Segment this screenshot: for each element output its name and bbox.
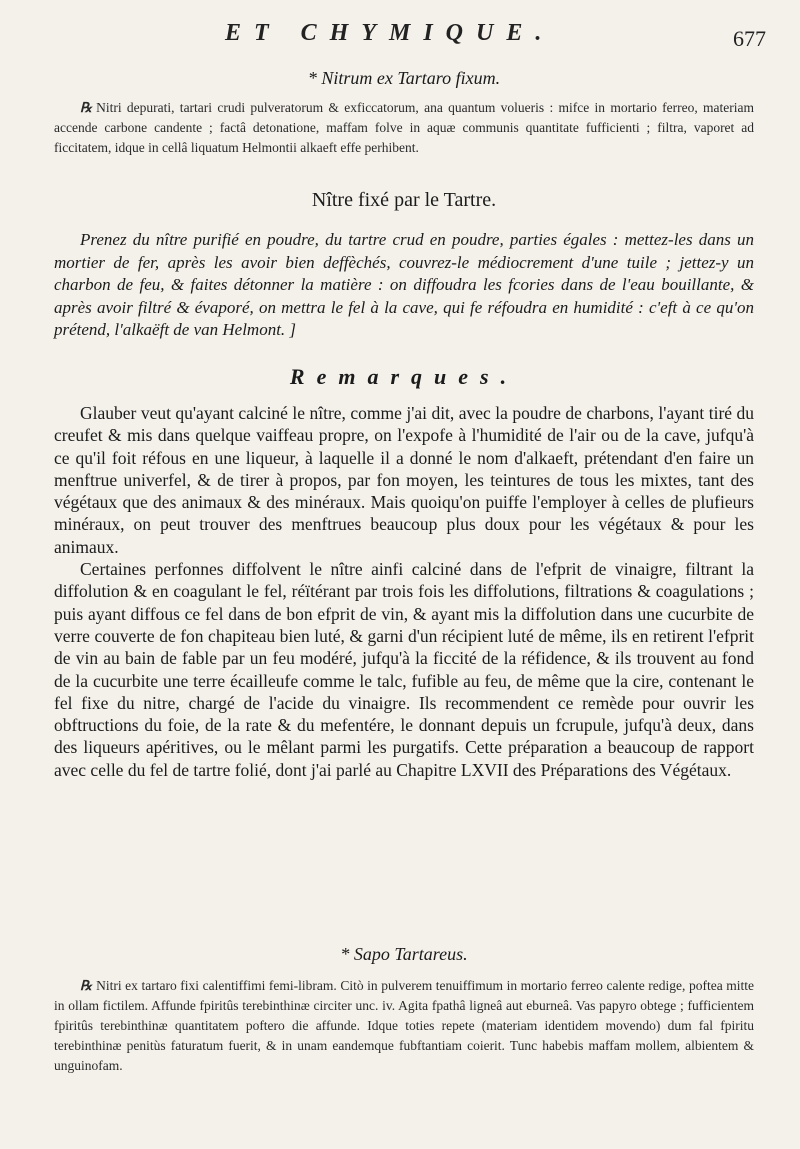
recipe-nitrum-block xyxy=(54,98,754,158)
remarques-body xyxy=(54,402,754,781)
page-number: 677 xyxy=(733,26,766,51)
french-translation-block xyxy=(54,229,754,342)
recipe-sapo-block xyxy=(54,976,754,1076)
section-heading-sapo: * Sapo Tartareus. xyxy=(340,944,468,964)
recipe-sapo-text: Nitri ex tartaro fixi calentiffimi femi-libram. Citò in pulverem tenuiffimum in mortario ferreo calente redige, poftea mitte in ollam fictilem. Affunde fpiritûs terebinthinæ circiter unc. iv. Agita fpathâ ligneâ aut eburneâ. Vas papyro obtege ; fufficientem fpiritûs terebinthinæ quantitatem poftero die affunde. Idque toties repete (materiam identidem movendo) dum fal fpiritu terebinthinæ penitùs faturatum fuerit, & in unam eandemque fubftantiam coierit. Tunc habebis maffam mollem, albientem & unguinofam. xyxy=(54,978,754,1073)
remarques-heading: Remarques. xyxy=(289,364,519,389)
recipe-symbol: ℞ xyxy=(80,978,93,993)
running-title: ET CHYMIQUE. xyxy=(225,20,555,46)
running-head xyxy=(0,16,800,56)
recipe-sapo-latin xyxy=(54,976,754,1076)
remarques-heading-block xyxy=(54,364,754,390)
french-translation: Prenez du nître purifié en poudre, du tartre crud en poudre, parties égales : mettez-les dans un mortier de fer, après les avoir bien deffèchés, couvrez-le médiocrement d'une tuile ; jettez-y un charbon de feu, & faites détonner la matière : on diffoudra les fcories dans de l'eau bouillante, & après avoir filtré & évaporé, on mettra le fel à la cave, qui fe réfoudra en humidité : c'eft à ce qu'on prétend, l'alkaëft de van Helmont. ] xyxy=(54,230,754,339)
recipe-nitrum-latin xyxy=(54,98,754,158)
remarques-paragraph-2: Certaines perfonnes diffolvent le nître ainfi calciné dans de l'efprit de vinaigre, filtrant la diffolution & en coagulant le fel, réïtérant par trois fois les diffolutions, filtrations & coagulations ; puis ayant diffous ce fel dans de bon efprit de vin, & ayant mis la diffolution dans une cucurbite de verre couverte de fon chapiteau bien luté, & garni d'un récipient luté de même, ils en retirent l'efprit de vin au bain de fable par un feu modéré, jufqu'à la ficcité de la réfidence, & ils trouvent au fond de la cucurbite une terre écailleufe comme le talc, fufible au feu, de même que la cire, contenant le fel fixe du nitre, chargé de l'acide du vinaigre. Ils recommendent ce remède pour ouvrir les obftructions du foie, de la rate & du mefentére, le donnant depuis un fcrupule, jufqu'à deux, dans des liqueurs apéritives, ou le mêlant parmi les purgatifs. Cette préparation a beaucoup de rapport avec celle du fel de tartre folié, dont j'ai parlé au Chapitre LXVII des Préparations des Végétaux. xyxy=(54,559,754,780)
section-nitrum-heading-block xyxy=(54,68,754,89)
french-heading-block xyxy=(54,189,754,212)
french-heading: Nître fixé par le Tartre. xyxy=(311,189,497,211)
section-heading-nitrum: * Nitrum ex Tartaro fixum. xyxy=(307,68,501,88)
remarques-paragraph-1: Glauber veut qu'ayant calciné le nître, comme j'ai dit, avec la poudre de charbons, l'ayant tiré du creufet & mis dans quelque vaiffeau propre, on l'expofe à l'humidité de l'air ou de la cave, jufqu'à ce qu'il foit réfous en une liqueur, à laquelle il a donné le nom d'alkaeft, prétendant d'en faire un menftrue univerfel, & de tirer à propos, par fon moyen, les teintures de tous les mixtes, tant des végétaux que des animaux & des minéraux. Mais quoiqu'on puiffe l'employer à celles de plufieurs minéraux, on peut trouver des menftrues beaucoup plus doux pour les végétaux & pour les animaux. xyxy=(54,403,754,557)
recipe-nitrum-text: Nitri depurati, tartari crudi pulveratorum & exficcatorum, ana quantum volueris : mifce in mortario ferreo, materiam accende carbone candente ; factâ detonatione, maffam folve in aquæ communis quantitate fufficienti ; filtra, vaporet ad ficcitatem, idque in cellâ liquatum Helmontii alkaeft effe perhibent. xyxy=(54,100,754,155)
section-sapo-heading-block xyxy=(54,944,754,965)
recipe-symbol: ℞ xyxy=(80,100,93,115)
